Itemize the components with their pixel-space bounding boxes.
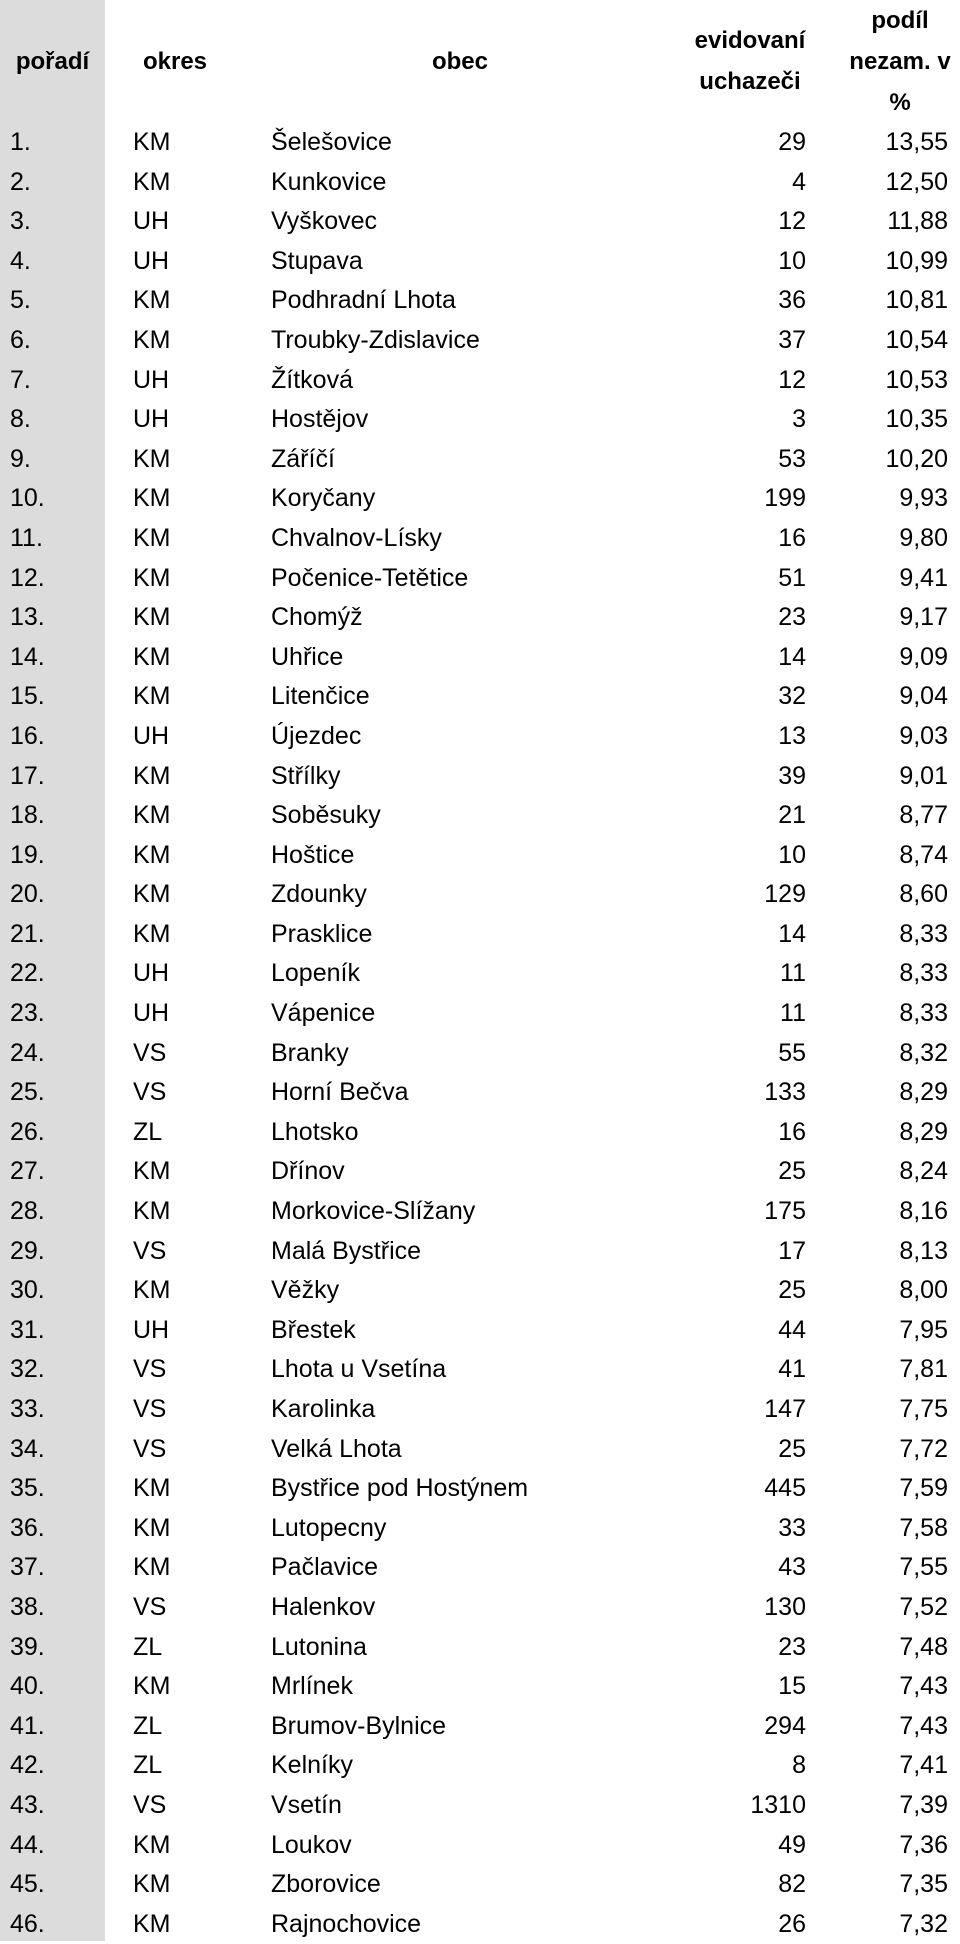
rank-cell: 22.: [10, 959, 45, 988]
table-row: [0, 1826, 960, 1866]
count-cell: 10: [778, 246, 806, 275]
obec-cell: Lutopecny: [271, 1513, 387, 1542]
table-row: [0, 479, 960, 519]
count-cell: 16: [778, 1117, 806, 1146]
count-cell: 43: [778, 1553, 806, 1582]
share-cell: 7,81: [899, 1355, 948, 1384]
share-cell: 9,80: [899, 523, 948, 552]
count-cell: 12: [778, 207, 806, 236]
table-row: [0, 281, 960, 321]
obec-cell: Vyškovec: [271, 207, 378, 236]
count-cell: 147: [764, 1395, 806, 1423]
rank-cell: 32.: [10, 1355, 45, 1384]
count-cell: 199: [764, 484, 806, 513]
okres-cell: UH: [133, 365, 170, 394]
rank-cell: 17.: [10, 761, 45, 790]
obec-cell: Lhota u Vsetína: [271, 1355, 447, 1384]
count-cell: 37: [778, 325, 806, 354]
share-cell: 10,81: [885, 286, 948, 315]
table-row: [0, 875, 960, 915]
header-podil-line1: podíl: [871, 7, 929, 34]
share-cell: 8,74: [899, 840, 948, 869]
okres-cell: KM: [133, 1870, 171, 1899]
table-row: [0, 400, 960, 440]
obec-cell: Chvalnov-Lísky: [271, 523, 442, 552]
okres-cell: KM: [133, 1909, 171, 1938]
rank-cell: 25.: [10, 1078, 45, 1107]
rank-cell: 30.: [10, 1276, 45, 1305]
okres-cell: KM: [133, 484, 171, 513]
obec-cell: Velká Lhota: [271, 1434, 402, 1463]
okres-cell: VS: [133, 1236, 167, 1265]
count-cell: 8: [792, 1751, 806, 1780]
obec-cell: Záříčí: [271, 444, 335, 473]
rank-cell: 18.: [10, 801, 45, 830]
share-cell: 9,09: [899, 642, 948, 671]
share-cell: 10,53: [885, 365, 948, 394]
obec-cell: Lutonina: [271, 1632, 367, 1661]
header-obec: obec: [431, 48, 488, 75]
okres-cell: UH: [133, 1315, 170, 1344]
share-cell: 8,33: [899, 959, 948, 988]
header-evidovani-line2: uchazeči: [699, 68, 801, 95]
rank-cell: 43.: [10, 1790, 45, 1819]
share-cell: 7,48: [899, 1632, 948, 1661]
rank-cell: 10.: [10, 484, 45, 513]
okres-cell: ZL: [133, 1751, 163, 1780]
obec-cell: Lhotsko: [271, 1117, 359, 1146]
obec-cell: Bystřice pod Hostýnem: [271, 1474, 529, 1503]
okres-cell: UH: [133, 405, 170, 434]
share-cell: 8,33: [899, 919, 948, 948]
count-cell: 51: [778, 563, 806, 592]
okres-cell: VS: [133, 1038, 167, 1067]
table-row: [0, 519, 960, 559]
count-cell: 44: [778, 1315, 806, 1344]
obec-cell: Střílky: [271, 761, 341, 790]
okres-cell: KM: [133, 444, 171, 473]
table-row: [0, 1311, 960, 1351]
table-row: [0, 1746, 960, 1786]
rank-cell: 8.: [10, 405, 31, 434]
okres-cell: KM: [133, 919, 171, 948]
rank-cell: 6.: [10, 325, 31, 354]
count-cell: 25: [778, 1276, 806, 1305]
okres-cell: UH: [133, 959, 170, 988]
rank-cell: 29.: [10, 1236, 45, 1265]
table-row: [0, 202, 960, 242]
okres-cell: KM: [133, 1276, 171, 1305]
header-rank: pořadí: [15, 48, 90, 75]
count-cell: 49: [778, 1830, 806, 1859]
header-podil-line3: %: [889, 89, 911, 116]
rank-cell: 44.: [10, 1830, 45, 1859]
table-row: [0, 1232, 960, 1272]
okres-cell: KM: [133, 1672, 171, 1701]
rank-cell: 5.: [10, 286, 31, 315]
share-cell: 11,88: [887, 207, 948, 236]
share-cell: 7,58: [899, 1513, 948, 1542]
rank-cell: 4.: [10, 246, 31, 275]
rank-cell: 46.: [10, 1909, 45, 1938]
count-cell: 41: [778, 1355, 806, 1384]
table-row: [0, 321, 960, 361]
rank-cell: 27.: [10, 1157, 45, 1186]
table-row: [0, 796, 960, 836]
table-row: [0, 1113, 960, 1153]
okres-cell: KM: [133, 523, 171, 552]
okres-cell: KM: [133, 1157, 171, 1186]
count-cell: 3: [792, 405, 806, 434]
table-row: [0, 1509, 960, 1549]
rank-cell: 39.: [10, 1632, 45, 1661]
table-row: [0, 757, 960, 797]
count-cell: 129: [764, 880, 806, 909]
okres-cell: KM: [133, 1474, 171, 1503]
obec-cell: Hostějov: [271, 405, 369, 434]
share-cell: 7,36: [899, 1830, 948, 1859]
rank-cell: 13.: [10, 603, 45, 632]
rank-cell: 3.: [10, 207, 31, 236]
rank-cell: 41.: [10, 1711, 45, 1740]
share-cell: 7,43: [899, 1711, 948, 1740]
count-cell: 14: [778, 642, 806, 671]
rank-cell: 31.: [10, 1315, 45, 1344]
share-cell: 7,43: [899, 1672, 948, 1701]
count-cell: 130: [764, 1592, 806, 1621]
share-cell: 8,16: [899, 1197, 948, 1226]
rank-cell: 14.: [10, 642, 45, 671]
okres-cell: KM: [133, 603, 171, 632]
obec-cell: Soběsuky: [271, 801, 381, 830]
rank-cell: 16.: [10, 721, 45, 750]
obec-cell: Pačlavice: [271, 1553, 378, 1582]
okres-cell: VS: [133, 1790, 167, 1819]
table-row: [0, 1667, 960, 1707]
okres-cell: KM: [133, 801, 171, 830]
header-podil-line2: nezam. v: [849, 48, 951, 75]
okres-cell: KM: [133, 682, 171, 711]
count-cell: 16: [778, 523, 806, 552]
rank-cell: 26.: [10, 1117, 45, 1146]
okres-cell: KM: [133, 167, 171, 196]
obec-cell: Malá Bystřice: [271, 1236, 422, 1265]
table-row: [0, 598, 960, 638]
rank-cell: 38.: [10, 1592, 45, 1621]
okres-cell: KM: [133, 1553, 171, 1582]
rank-cell: 42.: [10, 1751, 45, 1780]
okres-cell: UH: [133, 246, 170, 275]
count-cell: 1310: [750, 1790, 806, 1819]
share-cell: 7,75: [899, 1395, 948, 1423]
count-cell: 55: [778, 1038, 806, 1067]
obec-cell: Dřínov: [271, 1157, 345, 1186]
share-cell: 7,72: [899, 1434, 948, 1463]
okres-cell: KM: [133, 325, 171, 354]
count-cell: 32: [778, 682, 806, 711]
count-cell: 26: [778, 1909, 806, 1938]
okres-cell: KM: [133, 642, 171, 671]
share-cell: 9,03: [899, 721, 948, 750]
share-cell: 10,35: [885, 405, 948, 434]
header-evidovani: [660, 20, 840, 102]
share-cell: 9,04: [899, 682, 948, 711]
rank-cell: 15.: [10, 682, 45, 711]
share-cell: 12,50: [885, 167, 948, 196]
okres-cell: VS: [133, 1355, 167, 1384]
rank-cell: 2.: [10, 167, 31, 196]
share-cell: 8,13: [899, 1236, 948, 1265]
share-cell: 8,60: [899, 880, 948, 909]
rank-cell: 21.: [10, 919, 45, 948]
rank-cell: 35.: [10, 1474, 45, 1503]
count-cell: 82: [778, 1870, 806, 1899]
share-cell: 9,93: [899, 484, 948, 513]
obec-cell: Uhřice: [271, 642, 344, 671]
rank-cell: 33.: [10, 1395, 45, 1423]
table-row: [0, 123, 960, 163]
rank-cell: 40.: [10, 1672, 45, 1701]
share-cell: 8,33: [899, 999, 948, 1028]
count-cell: 17: [778, 1236, 806, 1265]
share-cell: 10,54: [885, 325, 948, 354]
count-cell: 36: [778, 286, 806, 315]
share-cell: 8,32: [899, 1038, 948, 1067]
table-row: [0, 1073, 960, 1113]
count-cell: 23: [778, 1632, 806, 1661]
table-row: [0, 1430, 960, 1470]
table-row: [0, 638, 960, 678]
obec-cell: Rajnochovice: [271, 1909, 422, 1938]
rank-cell: 11.: [10, 523, 43, 552]
rank-cell: 9.: [10, 444, 31, 473]
count-cell: 33: [778, 1513, 806, 1542]
share-cell: 7,32: [899, 1909, 948, 1938]
table-row: [0, 836, 960, 876]
okres-cell: KM: [133, 761, 171, 790]
table-row: [0, 1271, 960, 1311]
header-evidovani-line1: evidovaní: [694, 27, 806, 54]
obec-cell: Věžky: [271, 1276, 340, 1305]
okres-cell: KM: [133, 563, 171, 592]
okres-cell: VS: [133, 1078, 167, 1107]
obec-cell: Zborovice: [271, 1870, 381, 1899]
obec-cell: Brumov-Bylnice: [271, 1711, 447, 1740]
obec-cell: Vápenice: [271, 999, 376, 1028]
okres-cell: ZL: [133, 1632, 163, 1661]
count-cell: 11: [780, 999, 806, 1028]
count-cell: 133: [764, 1078, 806, 1107]
obec-cell: Žítková: [271, 365, 353, 394]
table-row: [0, 559, 960, 599]
obec-cell: Chomýž: [271, 603, 363, 632]
share-cell: 7,59: [899, 1474, 948, 1503]
table-row: [0, 994, 960, 1034]
count-cell: 21: [778, 801, 806, 830]
table-row: [0, 1390, 960, 1430]
count-cell: 12: [778, 365, 806, 394]
table-row: [0, 1905, 960, 1944]
obec-cell: Litenčice: [271, 682, 370, 711]
share-cell: 8,29: [899, 1078, 948, 1107]
obec-cell: Hoštice: [271, 840, 355, 869]
count-cell: 13: [778, 721, 806, 750]
obec-cell: Podhradní Lhota: [271, 286, 456, 315]
table-row: [0, 915, 960, 955]
count-cell: 11: [780, 959, 806, 988]
share-cell: 10,20: [885, 444, 948, 473]
obec-cell: Koryčany: [271, 484, 376, 513]
share-cell: 13,55: [885, 128, 948, 156]
table-row: [0, 717, 960, 757]
table-row: [0, 1588, 960, 1628]
table-row: [0, 242, 960, 282]
table-row: [0, 1786, 960, 1826]
table-row: [0, 1707, 960, 1747]
share-cell: 8,29: [899, 1117, 948, 1146]
obec-cell: Horní Bečva: [271, 1078, 409, 1107]
obec-cell: Prasklice: [271, 919, 373, 948]
share-cell: 7,52: [899, 1592, 948, 1621]
rank-cell: 1.: [10, 128, 31, 156]
count-cell: 25: [778, 1434, 806, 1463]
okres-cell: KM: [133, 840, 171, 869]
rank-cell: 23.: [10, 999, 45, 1028]
count-cell: 25: [778, 1157, 806, 1186]
obec-cell: Mrlínek: [271, 1672, 353, 1701]
rank-cell: 28.: [10, 1197, 45, 1226]
count-cell: 10: [778, 840, 806, 869]
obec-cell: Kunkovice: [271, 167, 387, 196]
rank-cell: 12.: [10, 563, 45, 592]
rank-cell: 20.: [10, 880, 45, 909]
table-row: [0, 1628, 960, 1668]
table-row: [0, 677, 960, 717]
rank-cell: 7.: [10, 365, 31, 394]
obec-cell: Kelníky: [271, 1751, 353, 1780]
okres-cell: KM: [133, 880, 171, 909]
share-cell: 7,41: [899, 1751, 948, 1780]
share-cell: 9,41: [899, 563, 948, 592]
count-cell: 39: [778, 761, 806, 790]
share-cell: 7,55: [899, 1553, 948, 1582]
share-cell: 8,77: [899, 801, 948, 830]
obec-cell: Loukov: [271, 1830, 352, 1859]
count-cell: 445: [764, 1474, 806, 1503]
okres-cell: KM: [133, 1513, 171, 1542]
table-body: [0, 123, 960, 1944]
count-cell: 23: [778, 603, 806, 632]
obec-cell: Počenice-Tetětice: [271, 563, 469, 592]
share-cell: 9,17: [899, 603, 948, 632]
table-row: [0, 1469, 960, 1509]
share-cell: 7,95: [899, 1315, 948, 1344]
obec-cell: Karolinka: [271, 1395, 376, 1423]
okres-cell: VS: [133, 1592, 167, 1621]
okres-cell: UH: [133, 999, 170, 1028]
count-cell: 53: [778, 444, 806, 473]
table-header: [0, 0, 960, 123]
okres-cell: VS: [133, 1395, 167, 1423]
rank-cell: 19.: [10, 840, 45, 869]
obec-cell: Halenkov: [271, 1592, 376, 1621]
rank-cell: 24.: [10, 1038, 45, 1067]
count-cell: 29: [778, 128, 806, 156]
obec-cell: Šelešovice: [271, 128, 392, 156]
table-row: [0, 954, 960, 994]
obec-cell: Břestek: [271, 1315, 356, 1344]
obec-cell: Lopeník: [271, 959, 360, 988]
okres-cell: KM: [133, 286, 171, 315]
table-row: [0, 440, 960, 480]
share-cell: 8,00: [899, 1276, 948, 1305]
count-cell: 4: [792, 167, 806, 196]
okres-cell: KM: [133, 1830, 171, 1859]
rank-cell: 36.: [10, 1513, 45, 1542]
table-row: [0, 1034, 960, 1074]
rank-cell: 45.: [10, 1870, 45, 1899]
header-okres: okres: [142, 48, 208, 75]
okres-cell: UH: [133, 207, 170, 236]
share-cell: 10,99: [885, 246, 948, 275]
table-row: [0, 163, 960, 203]
obec-cell: Zdounky: [271, 880, 367, 909]
table-row: [0, 361, 960, 401]
obec-cell: Vsetín: [271, 1790, 342, 1819]
count-cell: 15: [778, 1672, 806, 1701]
okres-cell: VS: [133, 1434, 167, 1463]
table-row: [0, 1548, 960, 1588]
table-row: [0, 1865, 960, 1905]
rank-cell: 37.: [10, 1553, 45, 1582]
header-podil: [840, 0, 960, 123]
table-row: [0, 1350, 960, 1390]
count-cell: 294: [764, 1711, 806, 1740]
obec-cell: Branky: [271, 1038, 349, 1067]
table-row: [0, 1192, 960, 1232]
okres-cell: ZL: [133, 1117, 163, 1146]
count-cell: 175: [764, 1197, 806, 1226]
share-cell: 7,39: [899, 1790, 948, 1819]
share-cell: 8,24: [899, 1157, 948, 1186]
obec-cell: Troubky-Zdislavice: [271, 325, 480, 354]
obec-cell: Újezdec: [271, 721, 362, 750]
share-cell: 9,01: [899, 761, 948, 790]
rank-cell: 34.: [10, 1434, 45, 1463]
obec-cell: Stupava: [271, 246, 363, 275]
okres-cell: KM: [133, 128, 171, 156]
okres-cell: UH: [133, 721, 170, 750]
okres-cell: KM: [133, 1197, 171, 1226]
okres-cell: ZL: [133, 1711, 163, 1740]
share-cell: 7,35: [899, 1870, 948, 1899]
table-row: [0, 1152, 960, 1192]
count-cell: 14: [778, 919, 806, 948]
obec-cell: Morkovice-Slížany: [271, 1197, 476, 1226]
